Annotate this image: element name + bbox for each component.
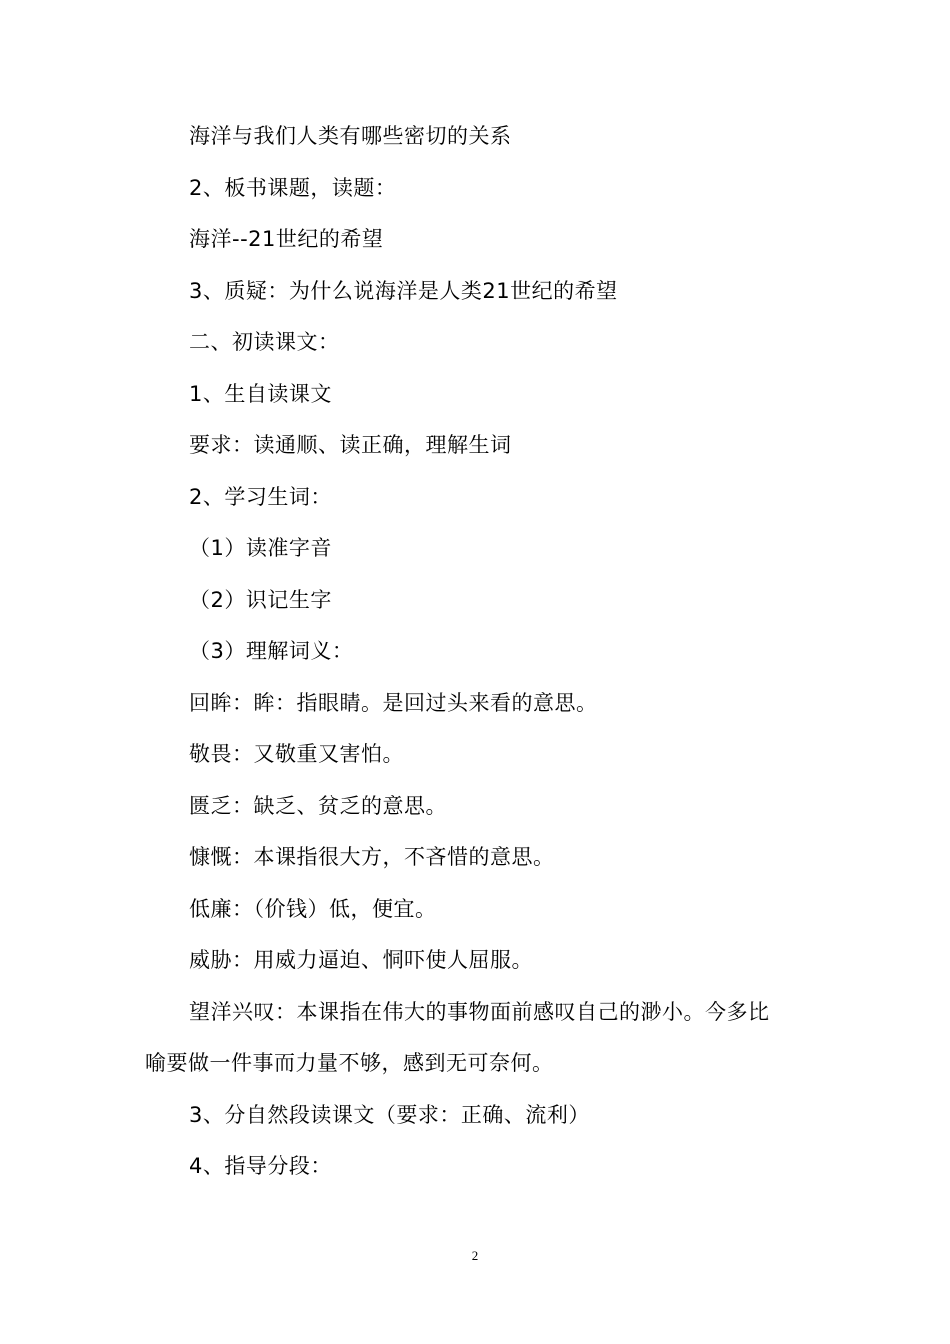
- text-line: 要求：读通顺、读正确，理解生词: [189, 433, 512, 457]
- text-line: 3、质疑：为什么说海洋是人类21世纪的希望: [189, 279, 618, 303]
- text-line: 回眸：眸：指眼睛。是回过头来看的意思。: [189, 691, 598, 715]
- text-line: 喻要做一件事而力量不够，感到无可奈何。: [145, 1051, 554, 1075]
- text-line: 慷慨：本课指很大方，不吝惜的意思。: [189, 845, 555, 869]
- text-line: 低廉：（价钱）低，便宜。: [189, 897, 437, 921]
- text-line: （1）读准字音: [189, 536, 332, 560]
- text-line: （3）理解词义：: [189, 639, 354, 663]
- text-line: 3、分自然段读课文（要求：正确、流利）: [189, 1103, 590, 1127]
- text-line: 4、指导分段：: [189, 1154, 332, 1178]
- text-line: 海洋--21世纪的希望: [189, 227, 384, 251]
- text-line: 1、生自读课文: [189, 382, 332, 406]
- page-number: 2: [471, 1248, 479, 1263]
- text-line: 匮乏：缺乏、贫乏的意思。: [189, 794, 447, 818]
- text-line: 威胁：用威力逼迫、恫吓使人屈服。: [189, 948, 533, 972]
- text-line: 望洋兴叹：本课指在伟大的事物面前感叹自己的渺小。今多比: [189, 1000, 770, 1024]
- text-line: 2、板书课题，读题：: [189, 176, 397, 200]
- text-line: （2）识记生字: [189, 588, 332, 612]
- section-heading: 二、初读课文：: [189, 330, 340, 354]
- text-line: 海洋与我们人类有哪些密切的关系: [189, 124, 512, 148]
- text-line: 敬畏：又敬重又害怕。: [189, 742, 404, 766]
- text-line: 2、学习生词：: [189, 485, 332, 509]
